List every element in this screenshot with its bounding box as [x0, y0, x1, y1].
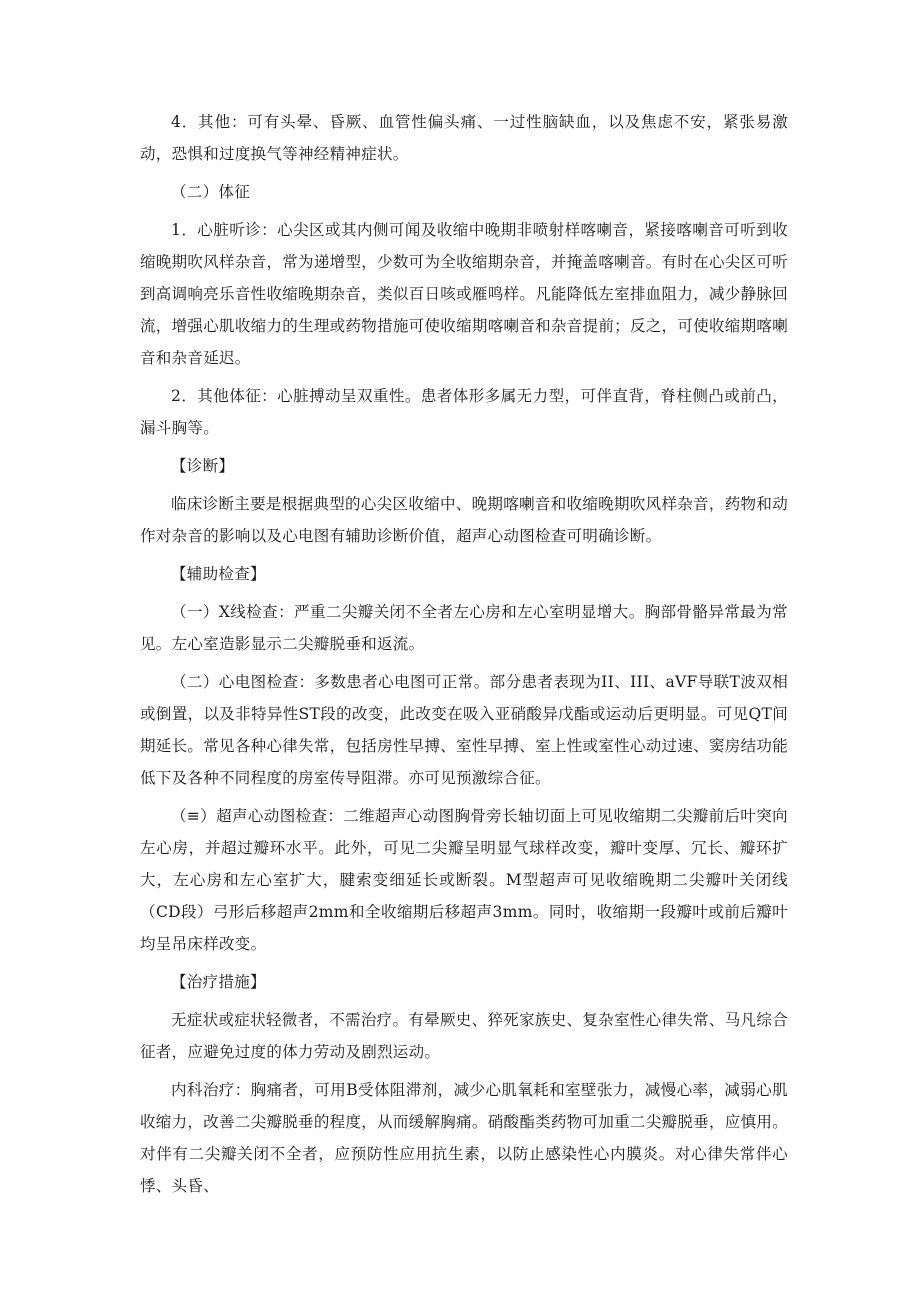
section-heading-diagnosis: 【诊断】 [171, 457, 235, 475]
section-heading-treatment: 【治疗措施】 [171, 973, 266, 991]
document-page [140, 106, 788, 1208]
paragraph-other-signs: 2．其他体征：心脏搏动呈双重性。患者体形多属无力型，可伴直背，脊柱侧凸或前凸，漏斗胸等。 [140, 387, 788, 437]
paragraph-echocardiography: （≡）超声心动图检查：二维超声心动图胸骨旁长轴切面上可见收缩期二尖瓣前后叶突向左心房，并超过瓣环水平。此外，可见二尖瓣呈明显气球样改变，瓣叶变厚、冗长、瓣环扩大，左心房和左心室扩大，腱索变细延长或断裂。M型超声可见收缩晚期二尖瓣叶关闭线（CD段）弓形后移超声2mm和全收缩期后移超声3mm。同时，收缩期一段瓣叶或前后瓣叶均呈吊床样改变。 [140, 807, 788, 953]
paragraph-diagnosis: 临床诊断主要是根据典型的心尖区收缩中、晚期喀喇音和收缩晚期吹风样杂音，药物和动作对杂音的影响以及心电图有辅助诊断价值，超声心动图检查可明确诊断。 [140, 495, 788, 545]
paragraph-xray: （一）X线检查：严重二尖瓣关闭不全者左心房和左心室明显增大。胸部骨骼异常最为常见。左心室造影显示二尖瓣脱垂和返流。 [140, 603, 788, 653]
paragraph-medical-treatment: 内科治疗：胸痛者，可用B受体阻滞剂，减少心肌氧耗和室壁张力，减慢心率，减弱心肌收缩力，改善二尖瓣脱垂的程度，从而缓解胸痛。硝酸酯类药物可加重二尖瓣脱垂，应慎用。对伴有二尖瓣关闭不全者，应预防性应用抗生素，以防止感染性心内膜炎。对心律失常伴心悸、头昏、 [140, 1081, 788, 1195]
paragraph-other-symptoms: 4．其他：可有头晕、昏厥、血管性偏头痛、一过性脑缺血，以及焦虑不安，紧张易激动，恐惧和过度换气等神经精神症状。 [140, 113, 788, 163]
section-heading-signs: （二）体征 [171, 183, 251, 201]
paragraph-asymptomatic: 无症状或症状轻微者，不需治疗。有晕厥史、猝死家族史、复杂室性心律失常、马凡综合征者，应避免过度的体力劳动及剧烈运动。 [140, 1011, 788, 1061]
paragraph-ecg: （二）心电图检查：多数患者心电图可正常。部分患者表现为II、III、aVF导联T波双相或倒置，以及非特异性ST段的改变，此改变在吸入亚硝酸异戊酯或运动后更明显。可见QT间期延长。常见各种心律失常，包括房性早搏、室性早搏、室上性或室性心动过速、窦房结功能低下及各种不同程度的房室传导阻滞。亦可见预激综合征。 [140, 673, 788, 787]
paragraph-auscultation: 1．心脏听诊：心尖区或其内侧可闻及收缩中晚期非喷射样喀喇音，紧接喀喇音可听到收缩晚期吹风样杂音，常为递增型，少数可为全收缩期杂音，并掩盖喀喇音。有时在心尖区可听到高调响亮乐音性收缩晚期杂音，类似百日咳或雁鸣样。凡能降低左室排血阻力，减少静脉回流，增强心肌收缩力的生理或药物措施可使收缩期喀喇音和杂音提前；反之，可使收缩期喀喇音和杂音延迟。 [140, 221, 788, 367]
section-heading-auxiliary-exam: 【辅助检查】 [171, 565, 266, 583]
